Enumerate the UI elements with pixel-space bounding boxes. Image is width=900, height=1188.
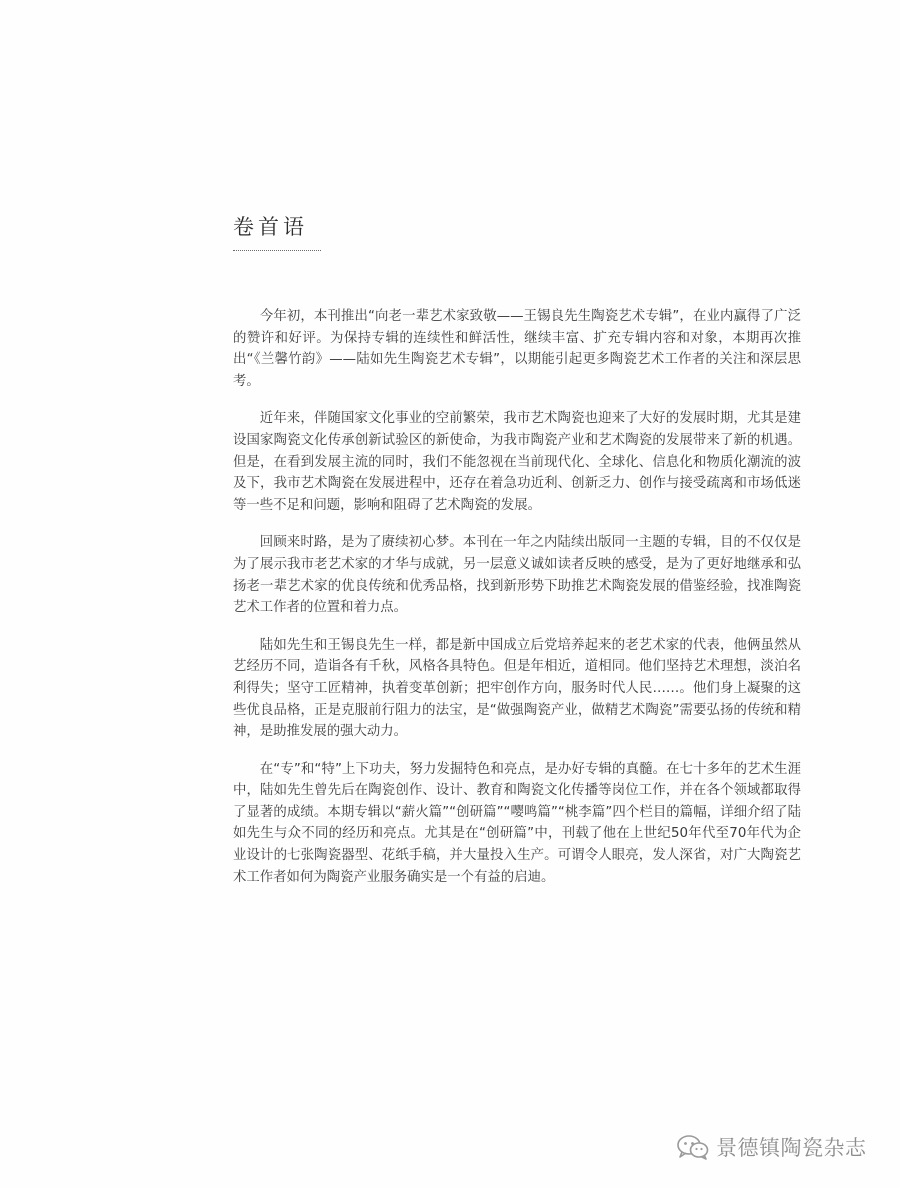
wechat-icon <box>676 1134 710 1160</box>
paragraph-3: 回顾来时路，是为了赓续初心梦。本刊在一年之内陆续出版同一主题的专辑，目的不仅仅是为了展示我市老艺术家的才华与成就，另一层意义诚如读者反映的感受，是为了更好地继承和弘扬老一辈艺术家的优良传统和优秀品格，找到新形势下助推艺术陶瓷发展的借鉴经验，找准陶瓷艺术工作者的位置和着力点。 <box>233 535 801 616</box>
watermark-text: 景德镇陶瓷杂志 <box>716 1136 867 1160</box>
page-title: 卷首语 <box>233 215 308 239</box>
paragraph-5: 在“专”和“特”上下功夫，努力发掘特色和亮点，是办好专辑的真髓。在七十多年的艺术生涯中，陆如先生曾先后在陶瓷创作、设计、教育和陶瓷文化传播等岗位工作，并在各个领域都取得了显著的成绩。本期专辑以“薪火篇”“创研篇”“嘤鸣篇”“桃李篇”四个栏目的篇幅，详细介绍了陆如先生与众不同的经历和亮点。尤其是在“创研篇”中，刊载了他在上世纪50年代至70年代为企业设计的七张陶瓷器型、花纸手稿，并大量投入生产。可谓令人眼亮，发人深省，对广大陶瓷艺术工作者如何为陶瓷产业服务确实是一个有益的启迪。 <box>233 761 801 885</box>
paragraph-2: 近年来，伴随国家文化事业的空前繁荣，我市艺术陶瓷也迎来了大好的发展时期，尤其是建设国家陶瓷文化传承创新试验区的新使命，为我市陶瓷产业和艺术陶瓷的发展带来了新的机遇。但是，在看到发展主流的同时，我们不能忽视在当前现代化、全球化、信息化和物质化潮流的波及下，我市艺术陶瓷在发展进程中，还存在着急功近利、创新乏力、创作与接受疏离和市场低迷等一些不足和问题，影响和阻碍了艺术陶瓷的发展。 <box>233 411 801 513</box>
title-dotted-rule <box>233 250 321 251</box>
paragraph-1: 今年初，本刊推出“向老一辈艺术家致敬——王锡良先生陶瓷艺术专辑”，在业内赢得了广泛的赞许和好评。为保持专辑的连续性和鲜活性，继续丰富、扩充专辑内容和对象，本期再次推出“《兰馨竹韵》——陆如先生陶瓷艺术专辑”，以期能引起更多陶瓷艺术工作者的关注和深层思考。 <box>233 309 801 389</box>
source-watermark <box>676 1132 867 1162</box>
article-body <box>233 306 801 904</box>
paragraph-4: 陆如先生和王锡良先生一样，都是新中国成立后党培养起来的老艺术家的代表，他俩虽然从艺经历不同，造诣各有千秋，风格各具特色。但是年相近，道相同。他们坚持艺术理想，淡泊名利得失；坚守工匠精神，执着变革创新；把牢创作方向，服务时代人民……。他们身上凝聚的这些优良品格，正是克服前行阻力的法宝，是“做强陶瓷产业，做精艺术陶瓷”需要弘扬的传统和精神，是助推发展的强大动力。 <box>233 637 801 740</box>
